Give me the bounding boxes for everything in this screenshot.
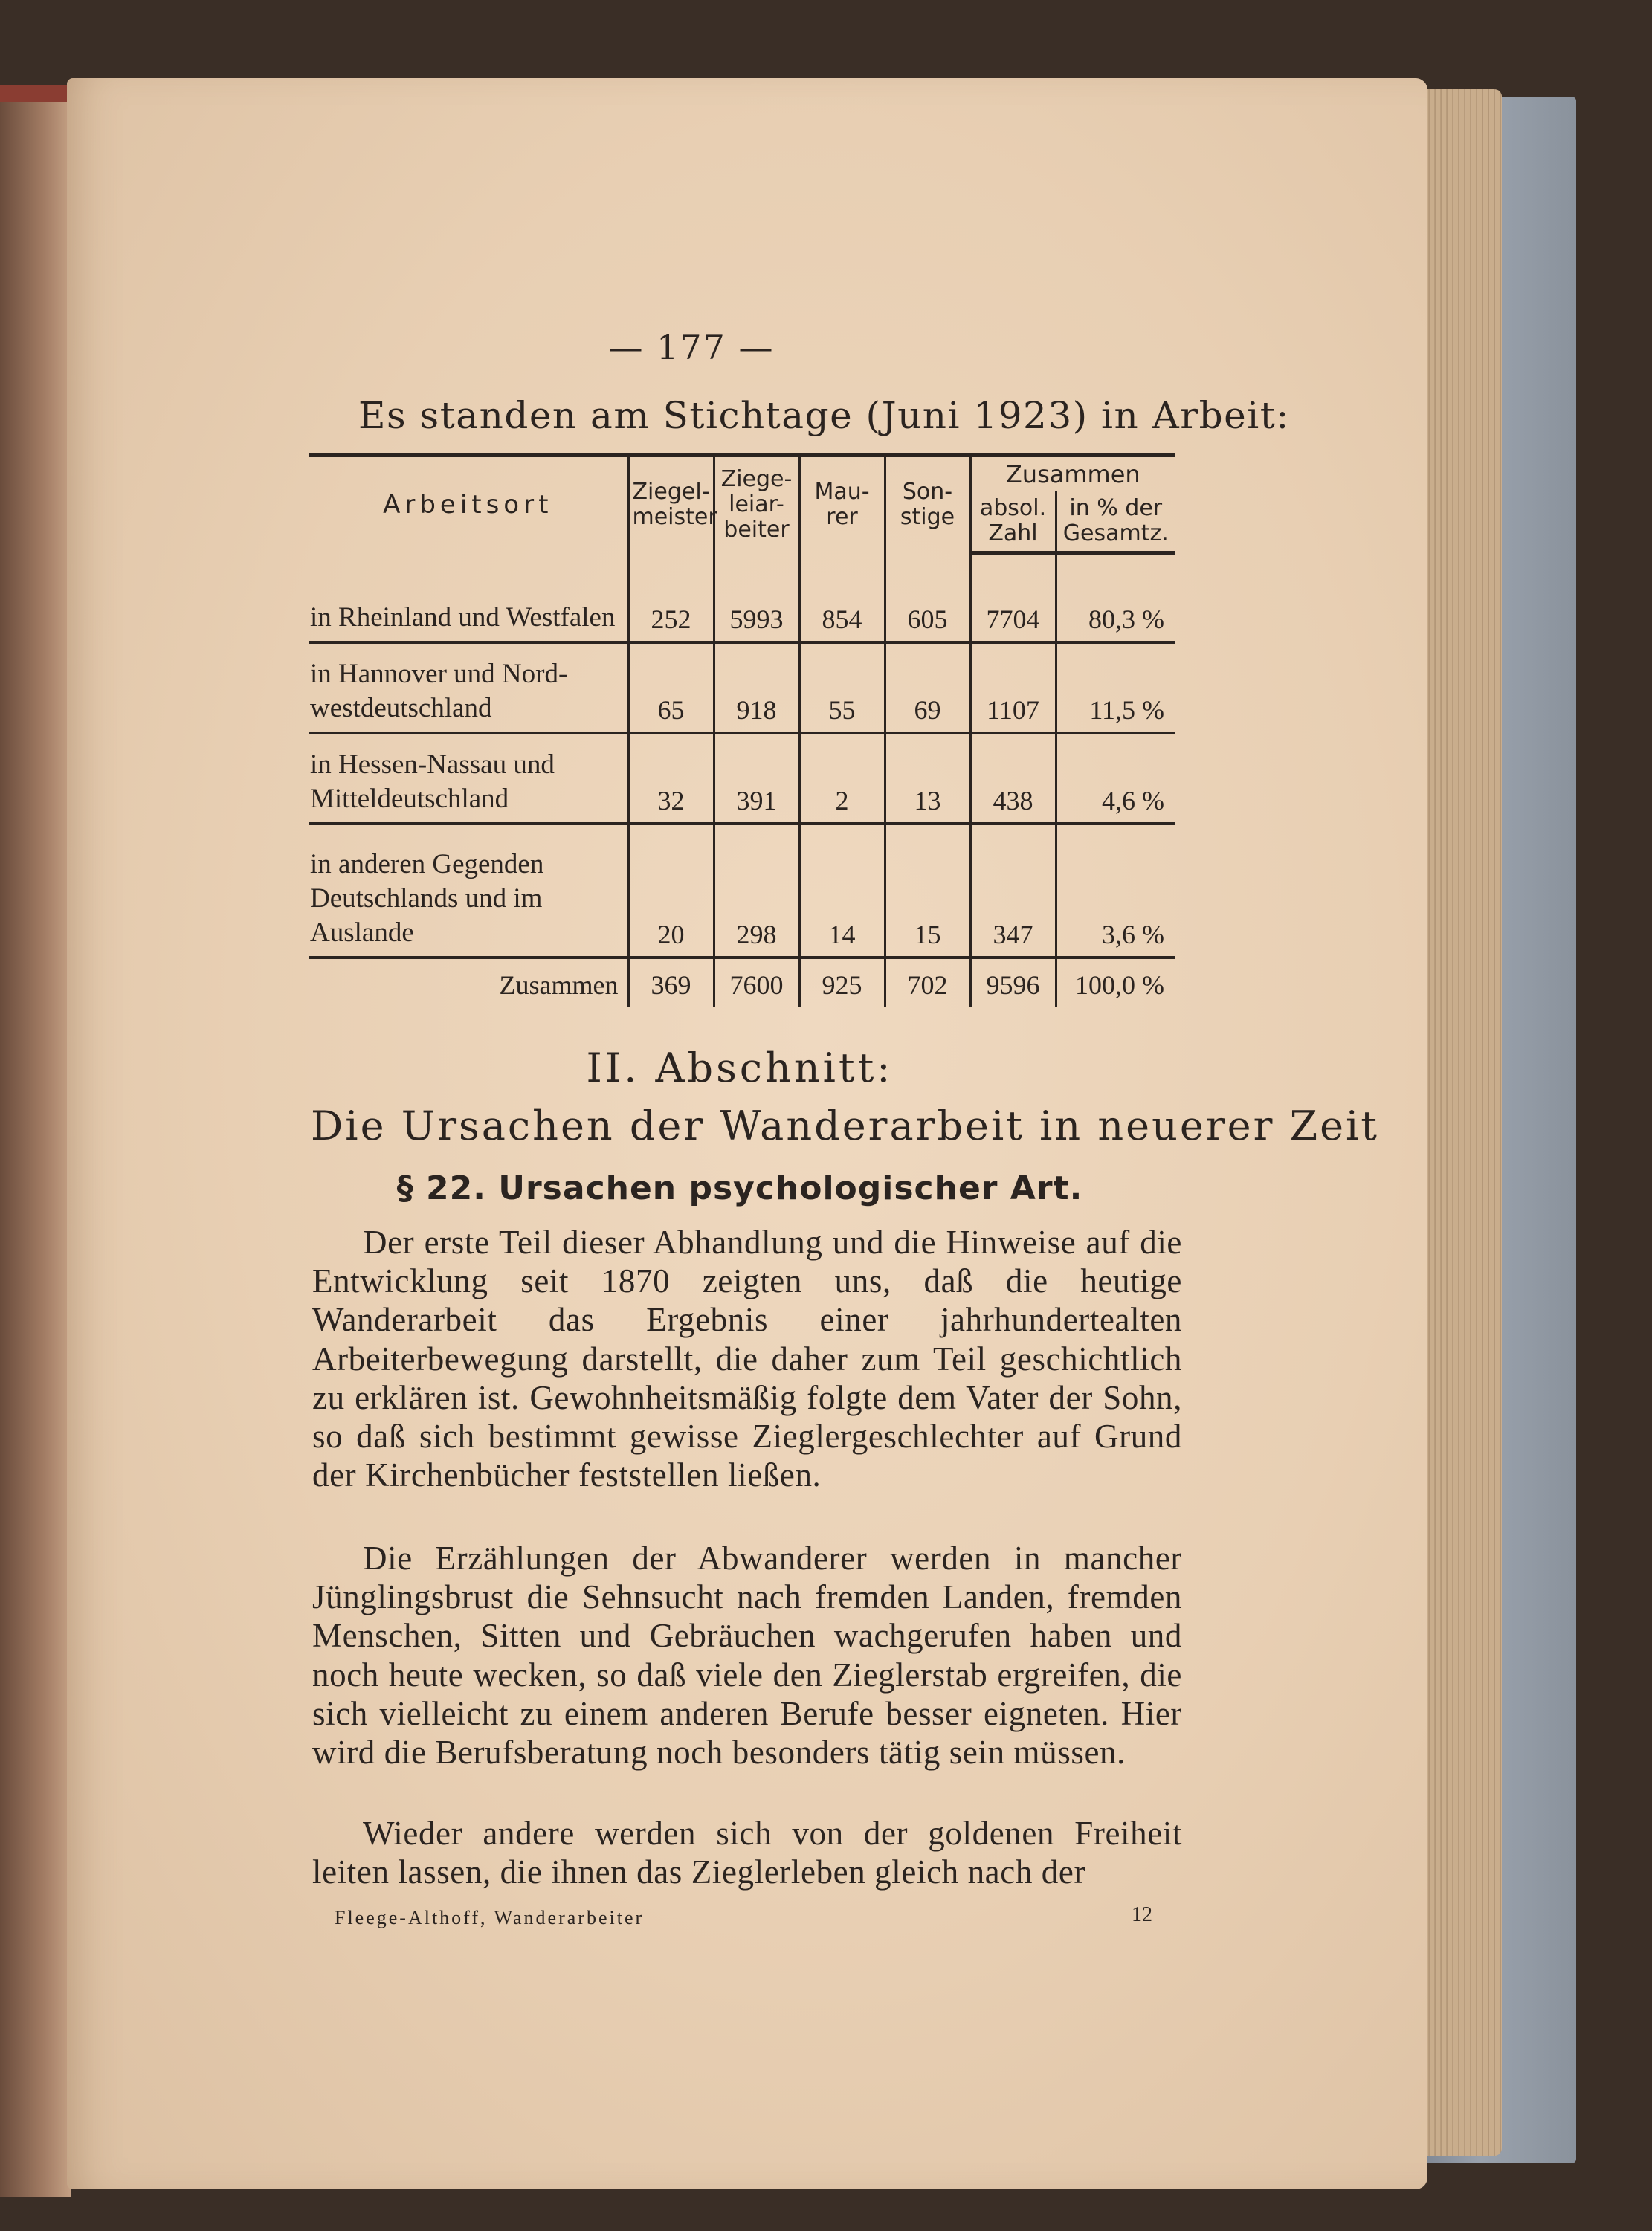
footer-sheet-number: 12 — [1132, 1903, 1152, 1926]
section-title: II. Abschnitt: — [586, 1045, 894, 1091]
cell-maurer: 2 — [799, 733, 885, 824]
book-page — [67, 78, 1427, 2189]
cell-ziegeleiarbeiter: 5993 — [714, 553, 799, 643]
paragraph-heading: § 22. Ursachen psychologischer Art. — [396, 1169, 1083, 1207]
total-absol: 9596 — [970, 958, 1056, 1007]
table-row — [309, 553, 1175, 643]
cell-maurer: 55 — [799, 642, 885, 733]
statistics-table — [309, 453, 1175, 1007]
cell-ziegelmeister: 32 — [628, 733, 714, 824]
cell-ziegeleiarbeiter: 391 — [714, 733, 799, 824]
intro-line: Es standen am Stichtage (Juni 1923) in Arbeit: — [358, 394, 1290, 437]
table-row — [309, 642, 1175, 733]
cell-ziegeleiarbeiter: 918 — [714, 642, 799, 733]
cell-ziegelmeister: 252 — [628, 553, 714, 643]
cell-prozent: 11,5 % — [1056, 642, 1175, 733]
cell-place: in anderen Gegenden Deutschlands und im Auslande — [309, 824, 628, 958]
cell-sonstige: 605 — [885, 553, 970, 643]
left-page-edge — [0, 85, 74, 102]
total-sonstige: 702 — [885, 958, 970, 1007]
header-maurer: Mau-rer — [799, 456, 885, 553]
cell-sonstige: 13 — [885, 733, 970, 824]
header-absol: absol. Zahl — [970, 491, 1056, 553]
body-paragraph — [312, 1223, 1182, 1494]
left-page — [0, 85, 71, 2197]
cell-place: in Hannover und Nord-westdeutschland — [309, 642, 628, 733]
paragraph-text: Die Erzählungen der Abwanderer werden in mancher Jünglingsbrust die Sehnsucht nach fremden Landen, fremden Menschen, Sitten und Gebräuchen wachgerufen haben und noch heute wecken, so daß viele den Zieglerstab ergreifen, die sich vielleicht zu einem anderen Berufe besser eigneten. Hier wird die Berufsberatung noch besonders tätig sein müssen. — [312, 1540, 1182, 1772]
cell-sonstige: 15 — [885, 824, 970, 958]
table-row — [309, 824, 1175, 958]
cell-absol: 7704 — [970, 553, 1056, 643]
cell-prozent: 4,6 % — [1056, 733, 1175, 824]
total-label: Zusammen — [499, 970, 619, 1000]
header-prozent: in % der Gesamtz. — [1056, 491, 1175, 553]
cell-ziegelmeister: 65 — [628, 642, 714, 733]
body-paragraph — [312, 1814, 1182, 1891]
cell-prozent: 3,6 % — [1056, 824, 1175, 958]
cell-place: in Rheinland und Westfalen — [309, 553, 628, 643]
paragraph-text: Der erste Teil dieser Abhandlung und die Hinweise auf die Entwicklung seit 1870 zeigten uns, daß die heutige Wanderarbeit das Ergebnis einer jahrhundertealten Arbeiterbewegung darstellt, die daher zum Teil geschichtlich zu erklären ist. Gewohnheitsmäßig folgte dem Vater der Sohn, so daß sich bestimmt gewisse Zieglergeschlechter auf Grund der Kirchenbücher feststellen ließen. — [312, 1224, 1182, 1494]
header-ziegelmeister: Ziegel-meister — [628, 456, 714, 553]
body-paragraph — [312, 1539, 1182, 1772]
footer-signature: Fleege-Althoff, Wanderarbeiter — [335, 1907, 645, 1928]
cell-sonstige: 69 — [885, 642, 970, 733]
total-prozent: 100,0 % — [1056, 958, 1175, 1007]
header-ziegeleiarbeiter: Ziege-leiar-beiter — [714, 456, 799, 553]
cell-maurer: 14 — [799, 824, 885, 958]
total-maurer: 925 — [799, 958, 885, 1007]
cell-prozent: 80,3 % — [1056, 553, 1175, 643]
section-subtitle: Die Ursachen der Wanderarbeit in neuerer Zeit — [311, 1102, 1380, 1149]
cell-ziegelmeister: 20 — [628, 824, 714, 958]
cell-absol: 347 — [970, 824, 1056, 958]
total-ziegelmeister: 369 — [628, 958, 714, 1007]
page-number: — 177 — — [608, 327, 775, 367]
table-total-row — [309, 958, 1175, 1007]
total-ziegeleiarbeiter: 7600 — [714, 958, 799, 1007]
table-row — [309, 733, 1175, 824]
cell-absol: 1107 — [970, 642, 1056, 733]
header-place: Arbeitsort — [309, 456, 628, 553]
header-zusammen: Zusammen — [970, 456, 1175, 492]
header-sonstige: Son-stige — [885, 456, 970, 553]
paragraph-text: Wieder andere werden sich von der goldenen Freiheit leiten lassen, die ihnen das Zieglerleben gleich nach der — [312, 1815, 1182, 1891]
cell-maurer: 854 — [799, 553, 885, 643]
cell-place: in Hessen-Nassau und Mitteldeutschland — [309, 733, 628, 824]
cell-ziegeleiarbeiter: 298 — [714, 824, 799, 958]
cell-absol: 438 — [970, 733, 1056, 824]
